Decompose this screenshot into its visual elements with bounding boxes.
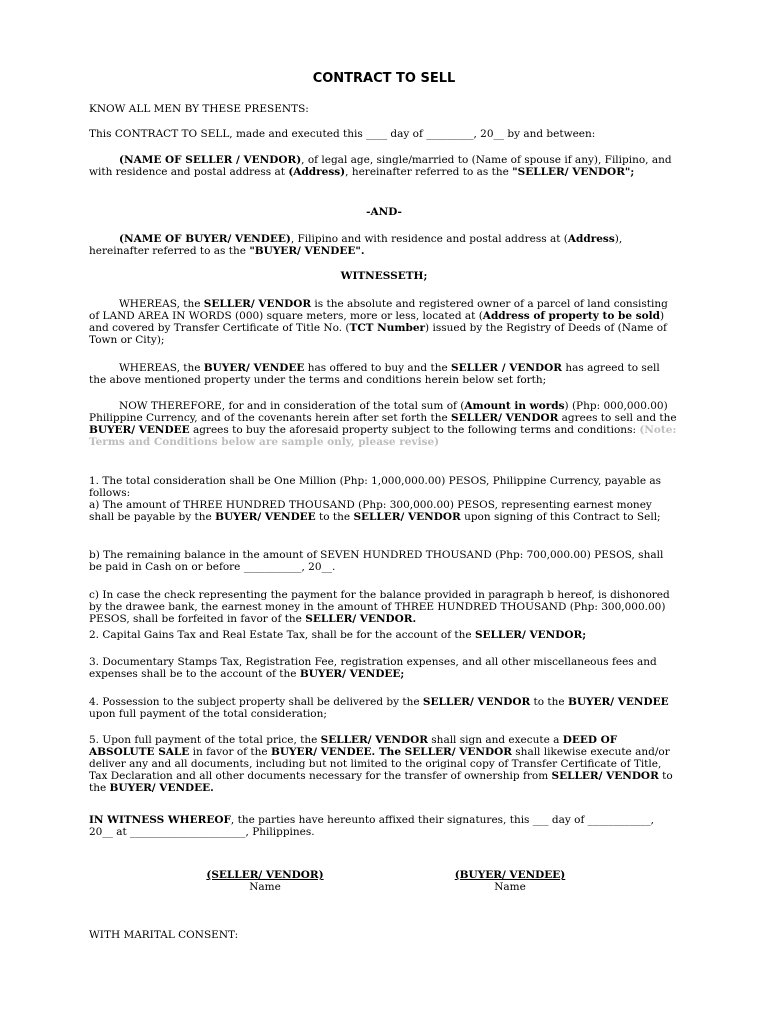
item-1a: a) The amount of THREE HUNDRED THOUSAND (Php: 300,000.00) PESOS, representing earnest money shall be payable by the BUYER/ VENDEE to the SELLER/ VENDOR upon signing of this Contract to Sell; — [89, 499, 661, 523]
intro-paragraph: This CONTRACT TO SELL, made and executed this ____ day of _________, 20__ by and between: — [89, 128, 596, 140]
buyer-signature-block — [440, 869, 580, 893]
item-1: 1. The total consideration shall be One Million (Php: 1,000,000.00) PESOS, Philippine Currency, payable as follows: — [89, 475, 662, 499]
buyer-name-bold: (NAME OF BUYER/ VENDEE) — [119, 233, 291, 245]
buyer-paragraph: (NAME OF BUYER/ VENDEE), Filipino and with residence and postal address at (Address), hereinafter referred to as the "BUYER/ VENDEE". — [89, 233, 623, 257]
know-all-line: KNOW ALL MEN BY THESE PRESENTS: — [89, 103, 309, 115]
item-4: 4. Possession to the subject property shall be delivered by the SELLER/ VENDOR to the BUYER/ VENDEE upon full payment of the total consideration; — [89, 696, 669, 720]
document-title: CONTRACT TO SELL — [312, 71, 456, 86]
item-1c: c) In case the check representing the payment for the balance provided in paragraph b hereof, is dishonored by the drawee bank, the earnest money in the amount of THREE HUNDRED THOUSAND (Php: 300,000.00) PESOS, shall be forfeited in favor of the SELLER/ VENDOR. — [89, 589, 670, 625]
witnesseth-heading: WITNESSETH; — [340, 270, 428, 282]
seller-signature-block — [195, 869, 335, 893]
seller-signature-name: Name — [249, 881, 281, 893]
marital-consent-line: WITH MARITAL CONSENT: — [89, 929, 239, 941]
seller-paragraph: (NAME OF SELLER / VENDOR), of legal age, single/married to (Name of spouse if any), Filipino, and with residence and postal address at (Address), hereinafter referred to as the "SELLER/ VENDOR"; — [89, 154, 672, 178]
item-1b: b) The remaining balance in the amount of SEVEN HUNDRED THOUSAND (Php: 700,000.00) PESOS, shall be paid in Cash on or before ___________, 20__. — [89, 549, 664, 573]
whereas-paragraph-1: WHEREAS, the SELLER/ VENDOR is the absolute and registered owner of a parcel of land consisting of LAND AREA IN WORDS (000) square meters, more or less, located at (Address of property to be sold) and covered by Transfer Certificate of Title No. (TCT Number) issued by the Registry of Deeds of (Name of Town or City); — [89, 298, 668, 346]
item-3: 3. Documentary Stamps Tax, Registration Fee, registration expenses, and all other miscellaneous fees and expenses shall be to the account of the BUYER/ VENDEE; — [89, 656, 657, 680]
buyer-signature-label: (BUYER/ VENDEE) — [454, 869, 566, 881]
seller-signature-label: (SELLER/ VENDOR) — [206, 869, 324, 881]
seller-name-bold: (NAME OF SELLER / VENDOR) — [119, 154, 302, 166]
and-separator: -AND- — [366, 206, 402, 218]
now-therefore-paragraph: NOW THEREFORE, for and in consideration of the total sum of (Amount in words) (Php: 000,000.00) Philippine Currency, and of the covenants herein after set forth the SELLER/ VENDOR agrees to sell and the BUYER/ VENDEE agrees to buy the aforesaid property subject to the following terms and conditions: (Note: Terms and Conditions below are sample only, please revise) — [89, 400, 677, 448]
item-5: 5. Upon full payment of the total price, the SELLER/ VENDOR shall sign and execute a DEED OF ABSOLUTE SALE in favor of the BUYER/ VENDEE. The SELLER/ VENDOR shall likewise execute and/or deliver any and all documents, including but not limited to the original copy of Transfer Certificate of Title, Tax Declaration and all other documents necessary for the transfer of ownership from SELLER/ VENDOR to the BUYER/ VENDEE. — [89, 734, 673, 794]
whereas-paragraph-2: WHEREAS, the BUYER/ VENDEE has offered to buy and the SELLER / VENDOR has agreed to sell the above mentioned property under the terms and conditions herein below set forth; — [89, 362, 660, 386]
revision-note: (Note: Terms and Conditions below are sample only, please revise) — [89, 424, 677, 448]
buyer-signature-name: Name — [494, 881, 526, 893]
witness-paragraph: IN WITNESS WHEREOF, the parties have hereunto affixed their signatures, this ___ day of ____________, 20__ at ______________________, Philippines. — [89, 814, 655, 838]
item-2: 2. Capital Gains Tax and Real Estate Tax, shall be for the account of the SELLER/ VENDOR; — [89, 629, 587, 641]
